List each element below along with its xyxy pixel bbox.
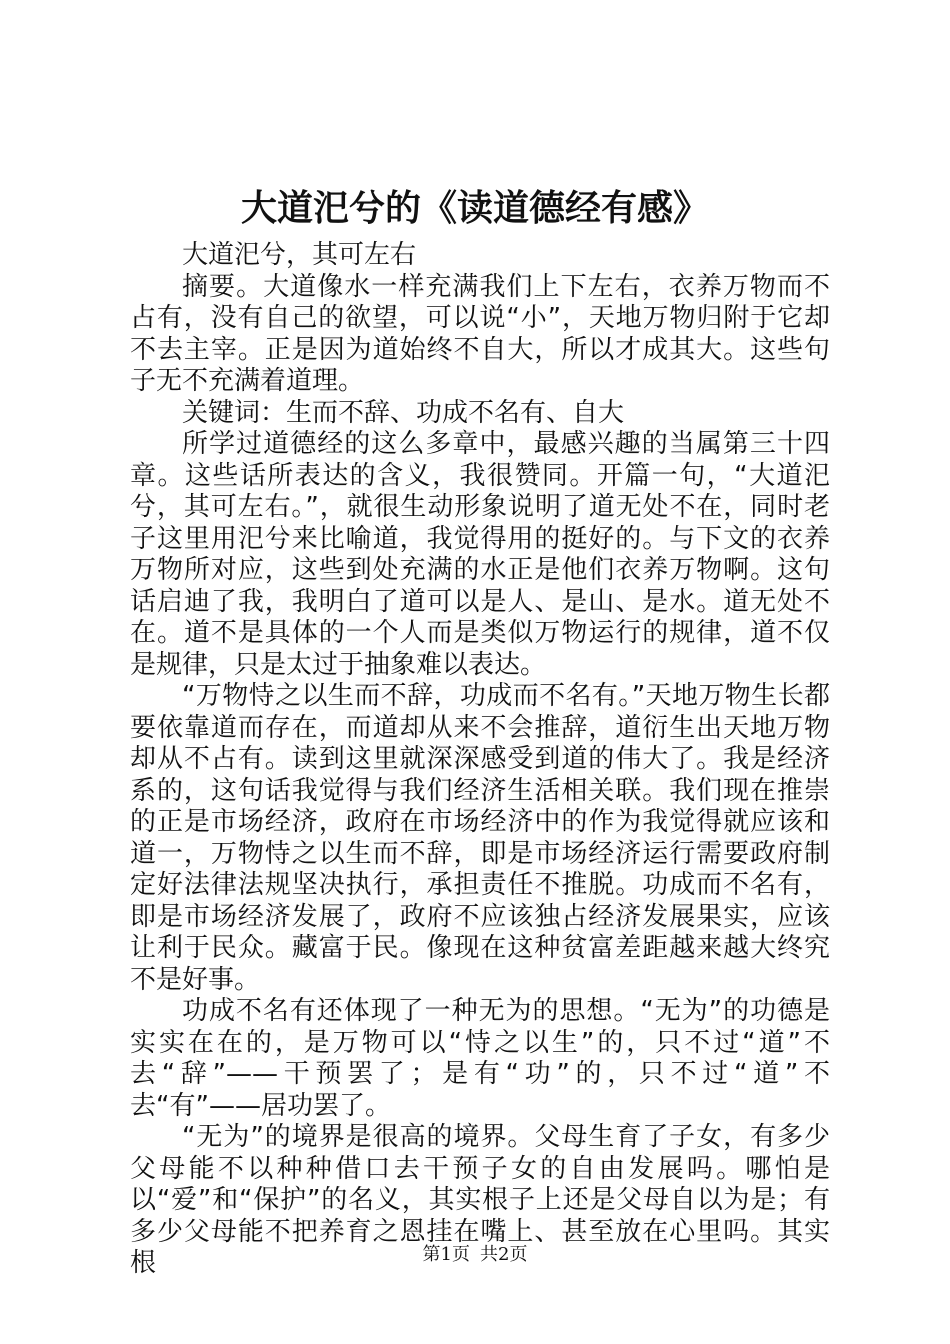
keywords-paragraph: 关键词：生而不辞、功成不名有、自大 [182,397,625,428]
body-paragraph: 所学过道德经的这么多章中，最感兴趣的当属第三十四章。这些话所表达的含义，我很赞同。开篇一句，“大道汜兮，其可左右。”，就很生动形象说明了道无处不在，同时老子这里用汜兮来比喻道，我觉得用的挺好的。与下文的衣养万物所对应，这些到处充满的水正是他们衣养万物啊。这句话启迪了我，我明白了道可以是人、是山、是水。道无处不在。道不是具体的一个人而是类似万物运行的规律，道不仅是规律，只是太过于抽象难以表达。 [130,429,830,680]
page-total: 共2页 [480,1244,528,1265]
body-paragraph: “无为”的境界是很高的境界。父母生育了子女，有多少父母能不以种种借口去干预子女的自由发展吗。哪怕是以“爱”和“保护”的名义，其实根子上还是父母自以为是；有多少父母能不把养育之恩挂在嘴上、甚至放在心里吗。其实根 [130,1122,830,1278]
body-paragraph: 功成不名有还体现了一种无为的思想。“无为”的功德是实实在在的，是万物可以“恃之以生”的，只不过“道”不去“辞”——干预罢了；是有“功”的，只不过“道”不去“有”——居功罢了。 [130,996,830,1121]
page-footer [0,1243,950,1267]
document-title: 大道汜兮的《读道德经有感》 [240,187,709,229]
abstract-paragraph: 摘要。大道像水一样充满我们上下左右，衣养万物而不占有，没有自己的欲望，可以说“小”，天地万物归附于它却不去主宰。正是因为道始终不自大，所以才成其大。这些句子无不充满着道理。 [130,271,830,396]
subtitle-paragraph: 大道汜兮，其可左右 [182,240,417,270]
page-number: 第1页 [422,1244,470,1265]
body-paragraph: “万物恃之以生而不辞，功成而不名有。”天地万物生长都要依靠道而存在，而道却从来不会推辞，道衍生出天地万物却从不占有。读到这里就深深感受到道的伟大了。我是经济系的，这句话我觉得与我们经济生活相关联。我们现在推崇的正是市场经济，政府在市场经济中的作为我觉得就应该和道一，万物恃之以生而不辞，即是市场经济运行需要政府制定好法律法规坚决执行，承担责任不推脱。功成而不名有，即是市场经济发展了，政府不应该独占经济发展果实，应该让利于民众。藏富于民。像现在这种贫富差距越来越大终究不是好事。 [130,681,830,995]
document-body [130,240,830,1280]
